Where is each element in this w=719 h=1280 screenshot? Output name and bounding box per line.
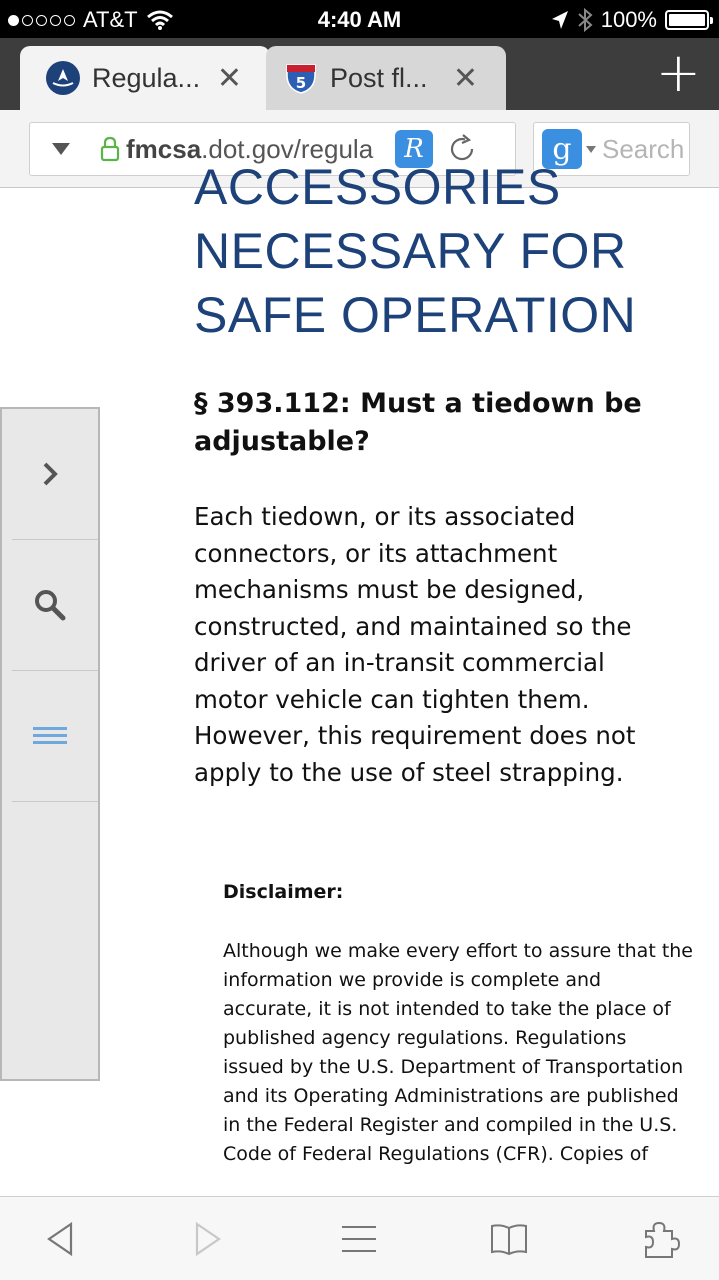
heading-line: ACCESSORIES	[194, 159, 561, 215]
expand-nav-button[interactable]	[2, 409, 98, 539]
side-search-button[interactable]	[2, 540, 98, 670]
close-tab-icon[interactable]: ✕	[452, 61, 478, 95]
search-engine-button[interactable]: g	[542, 129, 582, 169]
dropdown-arrow-icon[interactable]	[52, 143, 70, 155]
page-content	[0, 159, 719, 1196]
clock: 4:40 AM	[317, 7, 402, 32]
search-icon	[33, 588, 67, 622]
bookmarks-button[interactable]	[487, 1217, 531, 1261]
reader-mode-button[interactable]: R	[395, 130, 433, 168]
url-domain: fmcsa	[126, 133, 202, 164]
back-icon	[45, 1221, 75, 1257]
tab-title: Regula...	[92, 62, 201, 93]
dot-logo-icon	[46, 61, 80, 95]
back-button[interactable]	[38, 1217, 82, 1261]
extensions-icon	[640, 1219, 680, 1259]
section-title: § 393.112: Must a tiedown be adjustable?	[194, 388, 642, 457]
bookmarks-icon	[489, 1222, 529, 1256]
side-menu-button[interactable]	[2, 671, 98, 801]
svg-text:5: 5	[295, 74, 307, 92]
close-tab-icon[interactable]: ✕	[216, 61, 242, 95]
heading-line: SAFE OPERATION	[194, 287, 637, 343]
lock-icon	[100, 136, 120, 162]
chevron-down-icon[interactable]	[586, 146, 596, 153]
location-arrow-icon	[551, 10, 569, 30]
status-bar	[0, 0, 719, 38]
heading-line: NECESSARY FOR	[194, 223, 627, 279]
extensions-button[interactable]	[638, 1217, 682, 1261]
regulation-text: Each tiedown, or its associated connectors, or its attachment mechanisms must be designed, constructed, and maintained so the driver of an in-transit commercial motor vehicle can tighten them. However, this requirement does not apply to the use of steel strapping.	[194, 502, 636, 787]
interstate-5-icon	[284, 61, 318, 95]
new-tab-button[interactable]: +	[655, 41, 701, 104]
bottom-toolbar	[0, 1196, 719, 1280]
forward-icon	[193, 1221, 223, 1257]
side-nav	[0, 407, 100, 1081]
tab-regulations[interactable]	[20, 46, 270, 110]
forward-button[interactable]	[186, 1217, 230, 1261]
menu-icon	[341, 1223, 377, 1255]
tab-bar	[0, 38, 719, 110]
battery-icon	[665, 10, 709, 30]
battery-percent: 100%	[600, 7, 657, 32]
url-path: .dot.gov/regula	[201, 133, 374, 164]
menu-icon	[32, 724, 68, 748]
page-heading	[194, 155, 694, 347]
tabs-menu-button[interactable]	[337, 1217, 381, 1261]
bluetooth-icon	[577, 8, 593, 32]
carrier-name: AT&T	[83, 7, 138, 32]
disclaimer-label: Disclaimer:	[223, 881, 344, 903]
status-right	[551, 7, 709, 33]
chevron-right-icon	[40, 460, 60, 488]
tab-title: Post fl...	[330, 62, 428, 93]
search-placeholder: Search	[602, 133, 685, 164]
tab-post[interactable]	[266, 46, 506, 110]
disclaimer-text: Although we make every effort to assure that the information we provide is complete and accurate, it is not intended to take the place of published agency regulations. Regulations issued by the U.S. Department of Transportation and its Operating Administrations are published in the Federal Register and compiled in the U.S. Code of Federal Regulations (CFR). Copies of	[223, 940, 693, 1165]
